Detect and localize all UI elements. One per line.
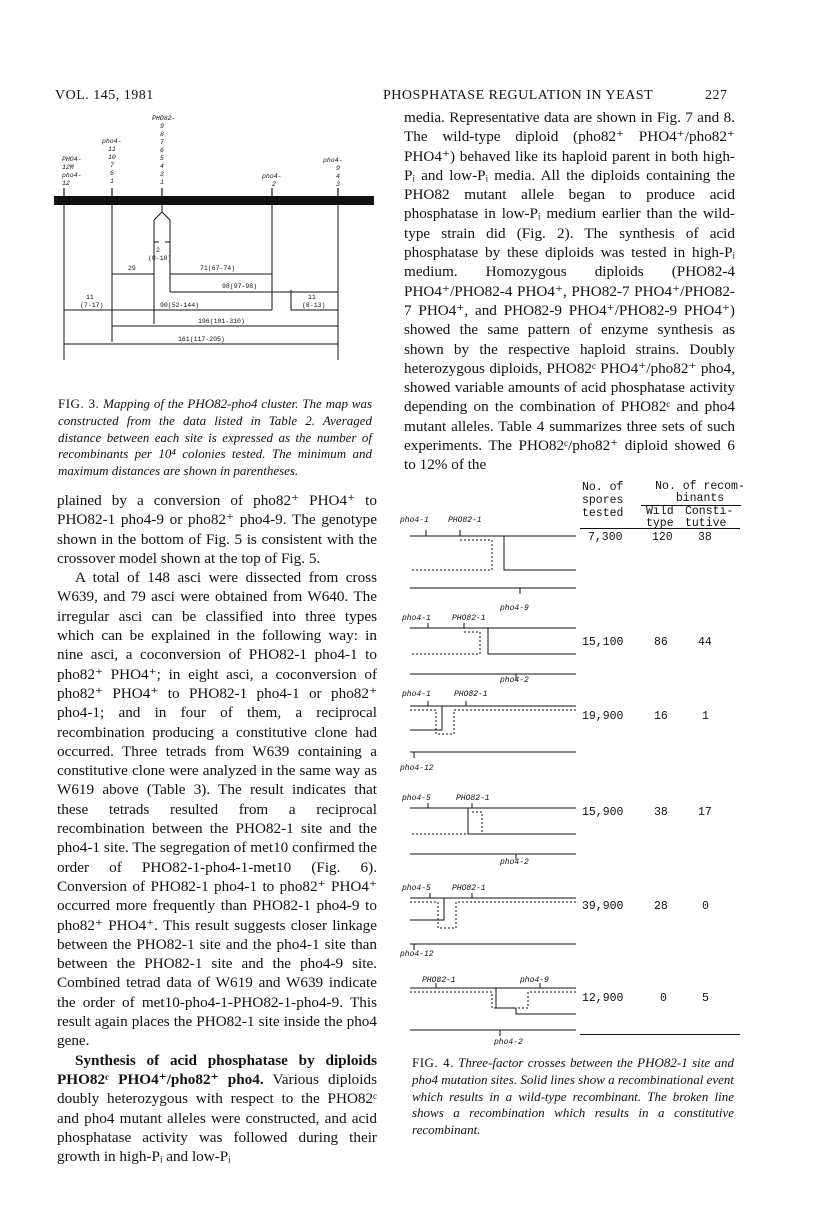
fig3-caption-text: Mapping of the PHO82-pho4 cluster. The map was constructed from the data listed in Table 2. Averaged distance between each site is expressed as the number of recombinants per 10⁴ colonies tested. The minimum and maximum distances are shown in parentheses. <box>58 396 373 479</box>
fig3-label: 7 <box>110 162 114 169</box>
fig3-distance: 90(52-144) <box>160 302 200 309</box>
section-heading: Synthesis of acid phosphatase by diploids PHO82ᶜ PHO4⁺/pho82⁺ pho4. <box>57 1051 377 1088</box>
wild-type-count: 28 <box>654 900 668 913</box>
fig3-distance: 11 <box>86 294 94 301</box>
fig3-label: 6 <box>110 170 114 177</box>
fig4-header-spores <box>582 481 623 520</box>
spores-tested: 15,900 <box>582 806 624 819</box>
fig4-header-const <box>685 506 733 530</box>
paragraph: Various diploids doubly heterozygous with respect to the PHO82ᶜ and pho4 mutant alleles were constructed, and acid phosphatase activity was followed during their growth in high-Pᵢ and low-Pᵢ <box>57 1070 377 1166</box>
cross-label: pho4-2 <box>500 858 529 867</box>
fig3-label: pho4- <box>323 157 343 164</box>
cross-label: PHO82-1 <box>452 614 486 623</box>
fig3-distance: 196(101-310) <box>198 318 245 325</box>
left-column <box>57 491 377 1166</box>
spores-tested: 15,100 <box>582 636 624 649</box>
figure-4-crosses <box>396 508 586 1048</box>
fig4-caption-label: FIG. 4. <box>412 1055 454 1070</box>
fig3-label: pho4- <box>62 172 82 179</box>
cross-label: PHO82-1 <box>448 516 482 525</box>
right-column <box>404 108 735 475</box>
cross-label: pho4-9 <box>520 976 549 985</box>
fig3-caption-label: FIG. 3. <box>58 396 100 411</box>
fig3-label: 11 <box>108 146 116 153</box>
fig4-caption-text: Three-factor crosses between the PHO82-1 site and pho4 mutation sites. Solid lines show a recombinational event which results in a wild-type recombinant. The broken line shows a recombination which results in a constitutive recombinant. <box>412 1055 735 1138</box>
cross-label: pho4-12 <box>400 764 434 773</box>
cross-label: pho4-5 <box>402 794 431 803</box>
cross-label: PHO82-1 <box>452 884 486 893</box>
fig3-label: 8 <box>160 131 164 138</box>
chromosome-bar <box>54 196 374 205</box>
header-line: No. of recom- <box>655 480 745 493</box>
spores-tested: 7,300 <box>588 531 623 544</box>
cross-label: pho4-1 <box>402 690 431 699</box>
fig3-label: 12M <box>62 164 74 171</box>
header-line: binants <box>675 492 725 505</box>
cross-label: PHO82-1 <box>454 690 488 699</box>
cross-label: pho4-1 <box>400 516 429 525</box>
fig3-distance: 11 <box>308 294 316 301</box>
running-title: PHOSPHATASE REGULATION IN YEAST <box>383 88 654 103</box>
fig3-label: 12 <box>62 180 70 187</box>
fig3-label: pho4- <box>262 173 282 180</box>
constitutive-count: 17 <box>698 806 712 819</box>
cross-label: PHO82-1 <box>422 976 456 985</box>
fig3-distance: 2 <box>156 247 160 254</box>
wild-type-count: 16 <box>654 710 668 723</box>
fig3-label: 6 <box>160 147 164 154</box>
fig3-label: PHO4- <box>62 156 82 163</box>
fig3-label: 4 <box>336 173 340 180</box>
header-line: Wild <box>646 505 674 518</box>
page-number: 227 <box>705 88 728 103</box>
volume-header: VOL. 145, 1981 <box>55 88 154 103</box>
fig3-label: 1 <box>110 178 114 185</box>
constitutive-count: 44 <box>698 636 712 649</box>
fig3-label: pho4- <box>102 138 122 145</box>
cross-label: pho4-2 <box>494 1038 523 1047</box>
fig3-distance: 161(117-205) <box>178 336 225 343</box>
paragraph: media. Representative data are shown in Fig. 7 and 8. The wild-type diploid (pho82⁺ PHO4⁺/pho82⁺ PHO4⁺) behaved like its haploid parent in both high-Pᵢ and low-Pᵢ media. All the diploids containing the PHO82 mutant allele began to produce acid phosphatase in low-Pᵢ medium earlier than the wild-type strain did (Fig. 2). The synthesis of acid phosphatase by these diploids was tested in high-Pᵢ medium. Homozygous diploids (PHO82-4 PHO4⁺/PHO82-4 PHO4⁺, PHO82-7 PHO4⁺/PHO82-7 PHO4⁺, and PHO82-9 PHO4⁺/PHO82-9 PHO4⁺) showed the same pattern of enzyme synthesis as shown by the respective haploid strains. Doubly heterozygous diploids, PHO82ᶜ PHO4⁺/pho82⁺ pho4, showed variable amounts of acid phosphatase activity depending on the combination of PHO82ᶜ and pho4 mutant alleles. Table 4 summarizes three sets of such experiments. The PHO82ᶜ/pho82⁺ diploid showed 6 to 12% of the <box>404 109 735 474</box>
wild-type-count: 120 <box>652 531 673 544</box>
wild-type-count: 38 <box>654 806 668 819</box>
fig4-header-wild <box>646 506 674 530</box>
fig3-label: 5 <box>160 155 164 162</box>
fig3-label: 7 <box>160 139 164 146</box>
header-line: tested <box>582 507 624 520</box>
fig3-label: PHO82- <box>152 115 176 122</box>
fig3-label: 9 <box>160 123 164 130</box>
wild-type-count: 86 <box>654 636 668 649</box>
fig3-distance: 29 <box>128 265 136 272</box>
paragraph: plained by a conversion of pho82⁺ PHO4⁺ to PHO82-1 pho4-9 or pho82⁺ pho4-9. The genotype shown in the bottom of Fig. 5 is consistent with the crossover model shown at the top of Fig. 5. <box>57 492 377 567</box>
cross-label: pho4-2 <box>500 676 529 685</box>
table-bottom-rule <box>580 1034 740 1035</box>
cross-label: pho4-12 <box>400 950 434 959</box>
header-line: tutive <box>685 517 727 530</box>
cross-label: pho4-9 <box>500 604 529 613</box>
figure-3-caption <box>58 396 372 480</box>
fig3-label: 9 <box>336 165 340 172</box>
cross-label: pho4-1 <box>402 614 431 623</box>
fig3-distance: (7-17) <box>80 302 104 309</box>
fig3-label: 3 <box>160 171 164 178</box>
spores-tested: 19,900 <box>582 710 624 723</box>
constitutive-count: 1 <box>702 710 709 723</box>
constitutive-count: 38 <box>698 531 712 544</box>
spores-tested: 12,900 <box>582 992 624 1005</box>
fig3-distance: 71(67-74) <box>200 265 236 272</box>
fig3-label: 2 <box>272 181 276 188</box>
paragraph: A total of 148 asci were dissected from cross W639, and 79 asci were obtained from W640. The irregular asci can be classified into three types which can be explained in the following way: in nine asci, a coconversion of PHO82-1 pho4-1 to pho82⁺ PHO4⁺; in eight asci, a coconversion of pho82⁺ PHO4⁺ to PHO82-1 pho4-1 or pho82⁺ pho4-1; and in four of them, a reciprocal recombination producing a constitutive clone had occurred. Three tetrads from W639 containing a constitutive clone were analyzed in the same way as W619 above (Table 3). The result indicates that these tetrads resulted from a reciprocal recombination between the PHO82-1 site and the pho4-1 site. The segregation of met10 confirmed the order of PHO82-1-pho4-1-met10 (Fig. 6). Conversion of PHO82-1 pho4-1 to pho82⁺ PHO4⁺ occurred more frequently than PHO82-1 pho4-9 to pho82⁺ PHO4⁺. This result suggests closer linkage between the PHO82-1 site and the pho4-1 site than between the PHO82-1 site and the pho4-9 site. Combined tetrad data of W619 and W639 indicate the order of met10-pho4-1-PHO82-1-pho4-9. This result again places the PHO82-1 site inside the pho4 gene. <box>57 569 377 1050</box>
fig3-label: 4 <box>160 163 164 170</box>
fig3-label: 3 <box>336 181 340 188</box>
fig3-label: 10 <box>108 154 116 161</box>
fig3-distance: (8-13) <box>302 302 326 309</box>
header-line: No. of <box>582 481 624 494</box>
fig4-header-recomb <box>655 481 745 505</box>
cross-label: pho4-5 <box>402 884 431 893</box>
figure-4-caption <box>412 1055 734 1139</box>
figure-3-map <box>50 112 385 394</box>
header-line: spores <box>582 494 624 507</box>
spores-tested: 39,900 <box>582 900 624 913</box>
fig3-distance: (0-10) <box>148 255 172 262</box>
wild-type-count: 0 <box>660 992 667 1005</box>
header-bottom-rule <box>580 528 740 529</box>
header-line: type <box>646 517 674 530</box>
cross-label: PHO82-1 <box>456 794 490 803</box>
header-line: Consti- <box>685 505 734 518</box>
constitutive-count: 5 <box>702 992 709 1005</box>
constitutive-count: 0 <box>702 900 709 913</box>
fig3-label: 1 <box>160 179 164 186</box>
fig3-distance: 98(97-98) <box>222 283 258 290</box>
